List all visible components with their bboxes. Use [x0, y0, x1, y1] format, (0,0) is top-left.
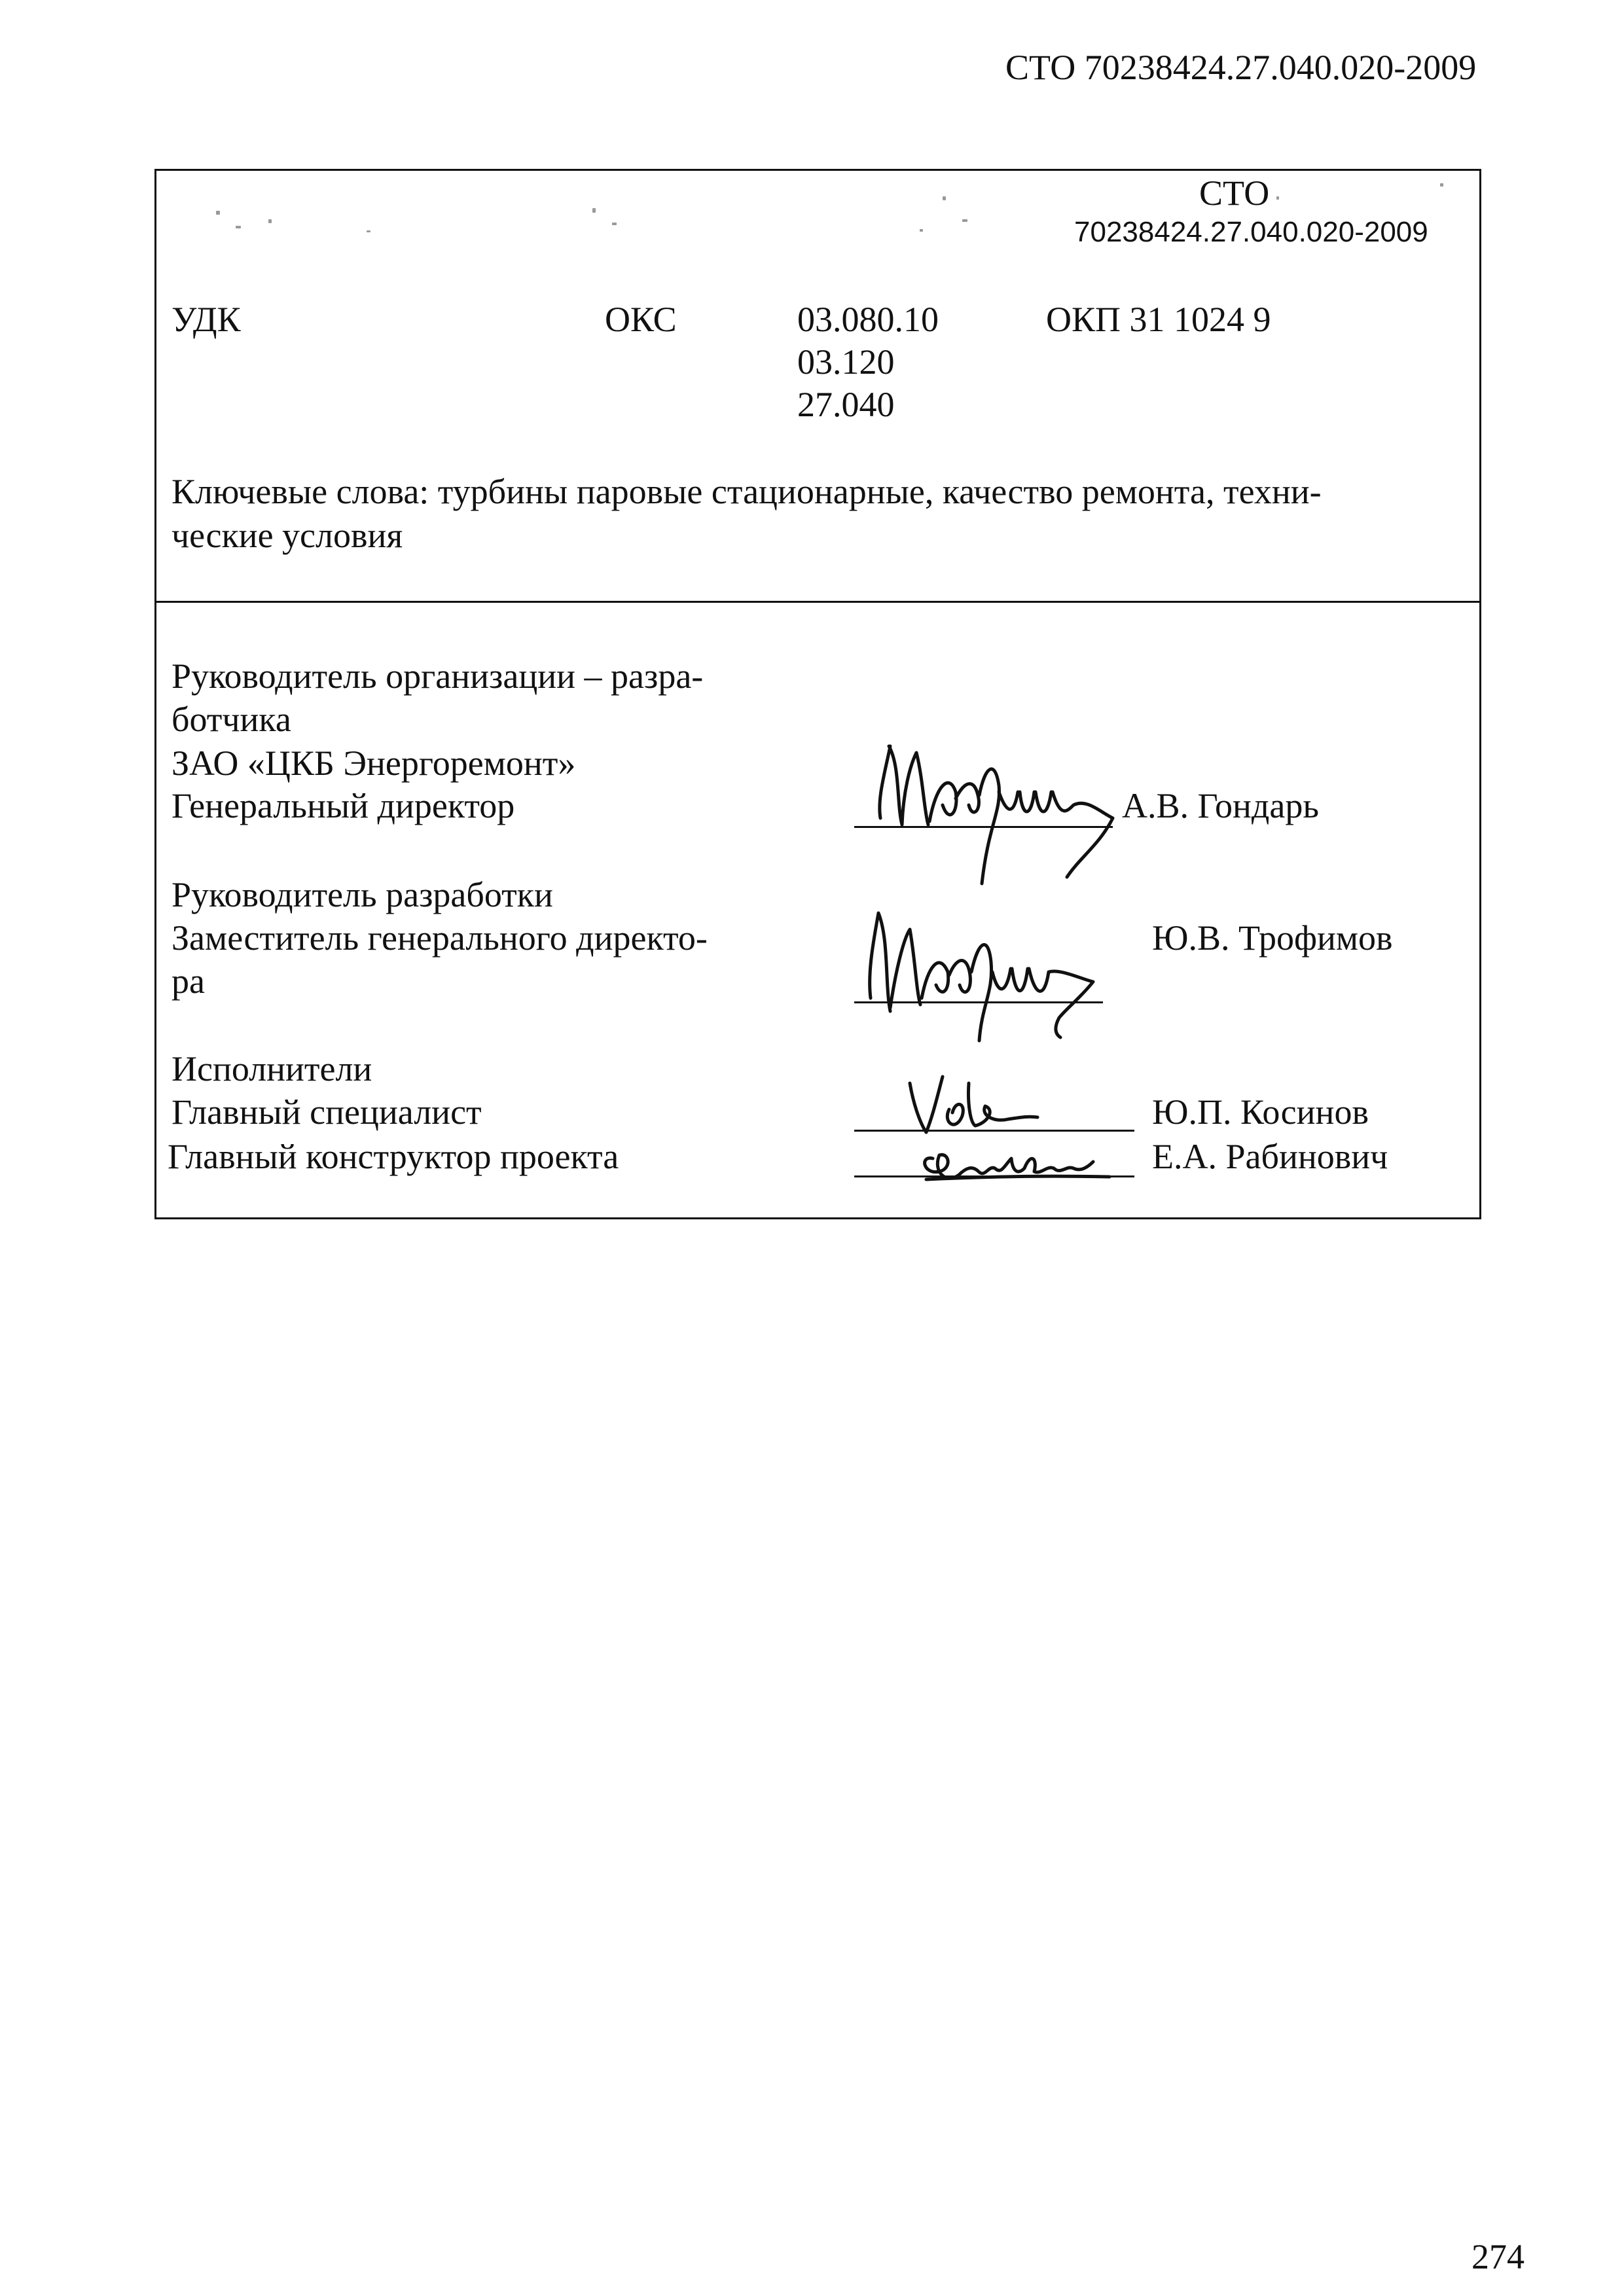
director-name: А.В. Гондарь: [1122, 786, 1319, 825]
chief-specialist-name: Ю.П. Косинов: [1152, 1092, 1369, 1132]
page-number: 274: [1471, 2237, 1525, 2276]
chief-specialist-title: Главный специалист: [171, 1092, 482, 1132]
oks-code-1: 03.080.10: [797, 300, 939, 339]
table-divider: [154, 601, 1481, 603]
document-code-header: СТО 70238424.27.040.020-2009: [1005, 48, 1477, 87]
scan-artifact: [920, 229, 923, 232]
dev-head-title: Руководитель разработки: [171, 875, 553, 914]
keywords-line-1: Ключевые слова: турбины паровые стационарные, качество ремонта, техни-: [171, 472, 1322, 511]
org-head-line-1: Руководитель организации – разра-: [171, 656, 704, 696]
scan-artifact: [216, 211, 220, 215]
scan-artifact: [1276, 196, 1279, 200]
deputy-signature: [844, 900, 1146, 1050]
chief-designer-name: Е.А. Рабинович: [1152, 1137, 1388, 1176]
executors-title: Исполнители: [171, 1049, 372, 1088]
scan-artifact: [592, 208, 596, 213]
chief-designer-title: Главный конструктор проекта: [168, 1137, 619, 1176]
oks-code-3: 27.040: [797, 385, 895, 424]
deputy-title-line-1: Заместитель генерального директо-: [171, 918, 708, 958]
chief-designer-signature: [913, 1139, 1129, 1191]
oks-label: ОКС: [605, 300, 677, 339]
scan-artifact: [367, 230, 370, 232]
oks-code-2: 03.120: [797, 342, 895, 382]
deputy-title-line-2: ра: [171, 961, 205, 1001]
director-signature: [851, 726, 1152, 890]
okp-code: ОКП 31 1024 9: [1046, 300, 1271, 339]
scan-artifact: [943, 196, 946, 200]
scan-artifact: [1440, 183, 1443, 187]
cto-code: 70238424.27.040.020-2009: [1074, 216, 1428, 248]
scan-artifact: [268, 219, 272, 223]
scan-artifact: [236, 226, 241, 228]
keywords-line-2: ческие условия: [171, 516, 403, 555]
org-name: ЗАО «ЦКБ Энергоремонт»: [171, 744, 576, 783]
scan-artifact: [612, 223, 617, 225]
deputy-name: Ю.В. Трофимов: [1152, 918, 1393, 958]
scan-artifact: [962, 219, 967, 222]
org-head-line-2: ботчика: [171, 700, 291, 739]
cto-label: СТО: [1199, 173, 1270, 213]
chief-specialist-signature: [897, 1070, 1067, 1142]
director-title: Генеральный директор: [171, 786, 515, 825]
udk-label: УДК: [171, 300, 241, 339]
